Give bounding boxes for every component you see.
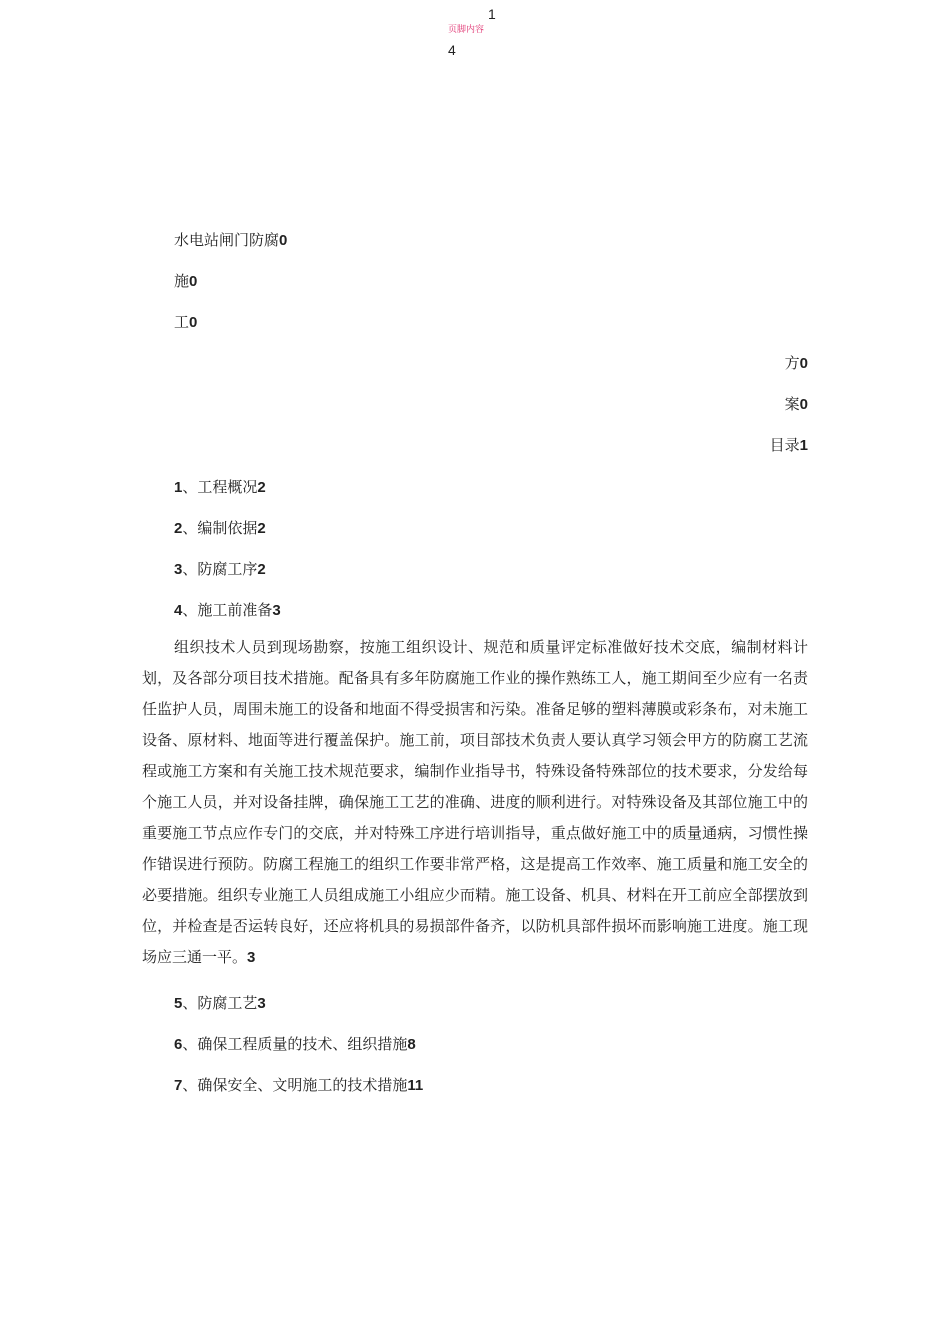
toc-title-line: 水电站闸门防腐0 bbox=[174, 231, 288, 249]
toc-item[interactable]: 6、确保工程质量的技术、组织措施8 bbox=[174, 1035, 416, 1053]
toc-title-line: 工0 bbox=[174, 313, 198, 331]
toc-item[interactable]: 5、防腐工艺3 bbox=[174, 994, 266, 1012]
toc-item[interactable]: 1、工程概况2 bbox=[174, 478, 266, 496]
toc-item[interactable]: 7、确保安全、文明施工的技术措施11 bbox=[174, 1076, 424, 1094]
toc-contents-heading: 目录1 bbox=[769, 436, 808, 454]
toc-title-line: 案0 bbox=[784, 395, 808, 413]
toc-title-line: 施0 bbox=[174, 272, 198, 290]
page-number-secondary: 4 bbox=[448, 42, 456, 58]
footer-label: 页脚内容 bbox=[448, 25, 485, 35]
toc-item[interactable]: 2、编制依据2 bbox=[174, 519, 266, 537]
body-paragraph: 组织技术人员到现场勘察，按施工组织设计、规范和质量评定标准做好技术交底，编制材料计划，及各部分项目技术措施。配备具有多年防腐施工作业的操作熟练工人，施工期间至少应有一名责任监护人员，周围未施工的设备和地面不得受损害和污染。准备足够的塑料薄膜或彩条布，对未施工设备、原材料、地面等进行覆盖保护。施工前，项目部技术负责人要认真学习领会甲方的防腐工艺流程或施工方案和有关施工技术规范要求，编制作业指导书，特殊设备特殊部位的技术要求，分发给每个施工人员，并对设备挂牌，确保施工工艺的准确、进度的顺利进行。对特殊设备及其部位施工中的重要施工节点应作专门的交底，并对特殊工序进行培训指导，重点做好施工中的质量通病，习惯性操作错误进行预防。防腐工程施工的组织工作要非常严格，这是提高工作效率、施工质量和施工安全的必要措施。组织专业施工人员组成施工小组应少而精。施工设备、机具、材料在开工前应全部摆放到位，并检查是否运转良好，还应将机具的易损部件备齐，以防机具部件损坏而影响施工进度。施工现场应三通一平。3 bbox=[142, 638, 808, 966]
toc-title-line: 方0 bbox=[784, 354, 808, 372]
toc-item[interactable]: 3、防腐工序2 bbox=[174, 560, 266, 578]
toc-item[interactable]: 4、施工前准备3 bbox=[174, 601, 281, 619]
page-number: 1 bbox=[488, 6, 496, 22]
